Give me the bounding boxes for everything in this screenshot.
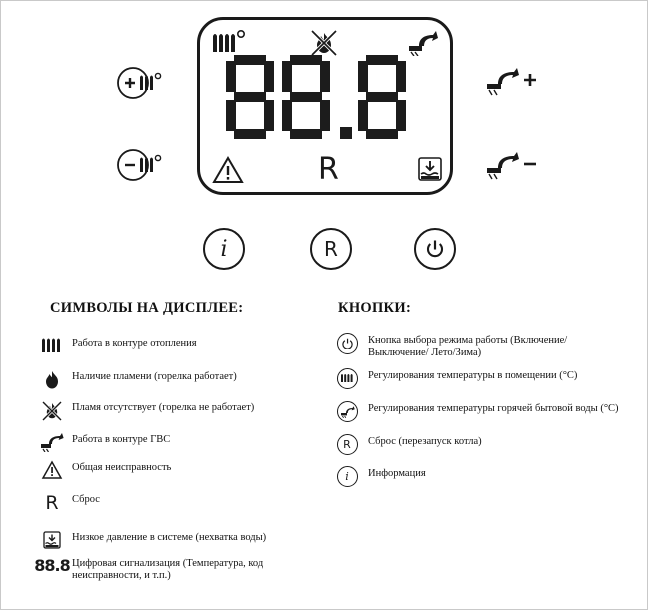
legend-button-reset: [326, 434, 626, 455]
digit-2: [282, 55, 330, 139]
legend-button-dhw: [326, 401, 626, 422]
dhw-mini-button: [337, 401, 358, 422]
legend-button-label: Регулирования температуры в помещении (°С): [368, 370, 578, 381]
power-icon: [425, 239, 445, 259]
power-button[interactable]: [414, 228, 456, 270]
legend-item-label: Общая неисправность: [72, 462, 172, 473]
heating-bars-icon: [32, 336, 72, 354]
low-pressure-icon: [416, 155, 444, 183]
temp-minus-icon: [116, 148, 174, 182]
legend-item-label: Цифровая сигнализация (Температура, код неисправности, и т.п.): [72, 558, 264, 581]
legend-item-no-flame: [32, 400, 322, 422]
reset-mini-button: [337, 434, 358, 455]
info-mini-label: i: [345, 470, 349, 483]
digit-1: [226, 55, 274, 139]
legend-item-label: Работа в контуре отопления: [72, 338, 197, 349]
legend-item-digits: [32, 556, 324, 582]
legend-item-reset: [32, 492, 322, 514]
legend-item-label: Наличие пламени (горелка работает): [72, 371, 237, 382]
legend-item-label: Пламя отсутствует (горелка не работает): [72, 402, 255, 413]
heating-mini-button: [337, 368, 358, 389]
info-button-label: i: [220, 236, 228, 262]
reset-button[interactable]: [310, 228, 352, 270]
legend-item-low-pressure: [32, 530, 322, 550]
legend-item-fault: [32, 460, 322, 480]
reset-mini-label: R: [343, 438, 351, 451]
legend-button-label: Информация: [368, 468, 426, 479]
legend-item-heating: [32, 336, 322, 354]
legend-button-label: Сброс (перезапуск котла): [368, 436, 482, 447]
warning-triangle-icon: [32, 460, 72, 480]
legend-button-label: Кнопка выбора режима работы (Включение/ Выключение/ Лето/Зима): [368, 335, 568, 358]
legend-button-heating: [326, 368, 626, 389]
dhw-tap-icon: [405, 30, 441, 56]
no-flame-icon: [307, 28, 341, 58]
no-flame-icon: [32, 400, 72, 422]
heating-bars-icon: [211, 30, 247, 56]
reset-button-icon: [326, 434, 368, 455]
legend-button-power: [326, 333, 626, 359]
info-button-icon: [326, 466, 368, 487]
power-mini-button: [337, 333, 358, 354]
reset-button-label: R: [324, 237, 338, 261]
legend-button-info: [326, 466, 626, 487]
flame-icon: [32, 369, 72, 391]
info-mini-button: [337, 466, 358, 487]
display-digits: [226, 55, 422, 139]
digits-888-icon: 88.8: [34, 556, 70, 575]
decimal-point: [340, 127, 352, 139]
legend-item-label: Низкое давление в системе (нехватка воды): [72, 532, 267, 543]
reset-r-icon: R: [45, 492, 59, 514]
temp-plus-icon: [116, 66, 174, 100]
legend-item-label: Сброс: [72, 494, 100, 505]
digit-3: [358, 55, 406, 139]
info-button[interactable]: [203, 228, 245, 270]
buttons-legend-title: КНОПКИ:: [338, 300, 412, 316]
symbols-legend-title: СИМВОЛЫ НА ДИСПЛЕЕ:: [50, 300, 244, 316]
warning-triangle-icon: [212, 156, 244, 184]
legend-item-dhw: [32, 432, 322, 452]
dhw-tap-button-icon: [326, 401, 368, 422]
dhw-minus-icon: [483, 148, 541, 184]
legend-item-flame: [32, 369, 322, 391]
dhw-plus-icon: [483, 64, 541, 100]
reset-r-display-icon: R: [318, 152, 339, 187]
power-button-icon: [326, 333, 368, 354]
dhw-tap-icon: [32, 432, 72, 452]
legend-button-label: Регулирования температуры горячей бытовой воды (°С): [368, 403, 619, 414]
legend-item-label: Работа в контуре ГВС: [72, 434, 171, 445]
heating-bars-button-icon: [326, 368, 368, 389]
low-pressure-icon: [32, 530, 72, 550]
